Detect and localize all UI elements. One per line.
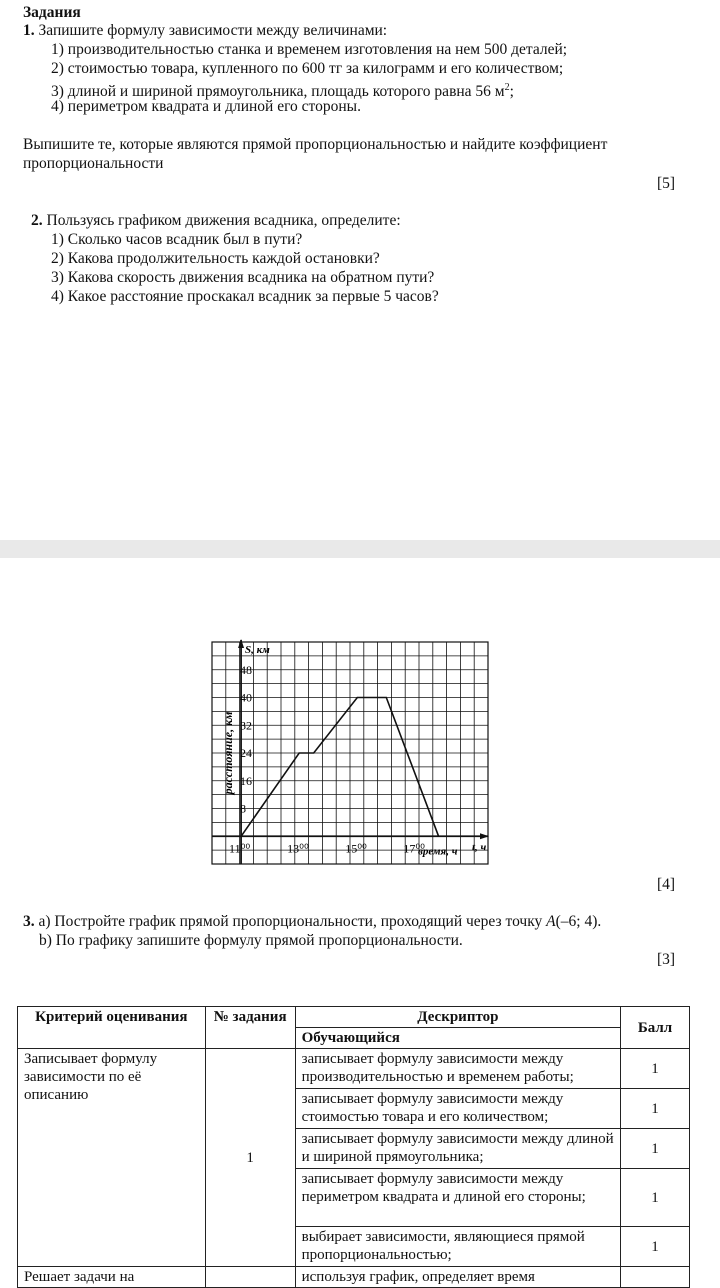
y-tick-label: 32	[240, 718, 253, 733]
points-1: 1	[621, 1049, 690, 1089]
descriptor-6: используя график, определяет время	[295, 1267, 620, 1288]
y-axis-arrow	[238, 639, 244, 648]
task2-item-1: 1) Сколько часов всадник был в пути?	[51, 231, 303, 248]
task3-line-a	[23, 913, 601, 931]
descriptor-2: записывает формулу зависимости между стоимостью товара и его количеством;	[295, 1089, 620, 1129]
x-axis-caption: t, ч	[472, 841, 487, 854]
rider-motion-chart	[0, 620, 720, 880]
task1-instruction-line1: Выпишите те, которые являются прямой пропорциональностью и найдите коэффициент	[23, 136, 608, 153]
table-row	[18, 1049, 690, 1089]
points-2: 1	[621, 1089, 690, 1129]
y-tick-label: 8	[240, 801, 247, 816]
criteria-table	[17, 1006, 690, 1288]
task1-item-4: 4) периметром квадрата и длиной его стороны.	[51, 98, 361, 115]
task1-number: 1.	[23, 22, 35, 39]
task3-line-a-pre: а) Постройте график прямой пропорциональности, проходящий через точку	[38, 913, 547, 930]
task1-intro-text: Запишите формулу зависимости между величинами:	[38, 22, 388, 39]
task2-intro	[31, 212, 401, 230]
x-tick-label: 15⁰⁰	[345, 841, 367, 856]
table-header-row	[18, 1007, 690, 1028]
task1-instruction-line2: пропорциональности	[23, 155, 164, 172]
heading: Задания	[23, 4, 81, 21]
y-tick-label: 24	[240, 746, 253, 760]
task3-score: [3]	[657, 951, 676, 968]
y-axis-label: расстояние, км	[221, 711, 235, 795]
task1-item-1: 1) производительностью станка и временем изготовления на нем 500 деталей;	[51, 41, 568, 58]
x-tick-label: 13⁰⁰	[287, 841, 309, 856]
header-criterion: Критерий оценивания	[18, 1007, 206, 1049]
page-separator	[0, 540, 720, 558]
y-tick-label: 40	[240, 690, 253, 705]
descriptor-4: записывает формулу зависимости между периметром квадрата и длиной его стороны;	[295, 1169, 620, 1227]
criterion-2: Решает задачи на	[18, 1267, 206, 1288]
header-task-no: № задания	[205, 1007, 295, 1049]
y-axis-caption: S, км	[245, 644, 270, 656]
descriptor-3: записывает формулу зависимости между длиной и шириной прямоугольника;	[295, 1129, 620, 1169]
descriptor-1: записывает формулу зависимости между производительностью и временем работы;	[295, 1049, 620, 1089]
task2-item-4: 4) Какое расстояние проскакал всадник за первые 5 часов?	[51, 288, 439, 305]
task3-number: 3.	[23, 913, 35, 930]
task2-score: [4]	[657, 876, 676, 893]
task2-item-2: 2) Какова продолжительность каждой остановки?	[51, 250, 380, 267]
criterion-1: Записывает формулу зависимости по её описанию	[18, 1049, 206, 1267]
points-4: 1	[621, 1169, 690, 1227]
task1-intro	[23, 22, 387, 40]
task1-item-3-text: 3) длиной и шириной прямоугольника, площадь которого равна 56 м	[51, 83, 505, 101]
header-descriptor: Дескриптор	[295, 1007, 620, 1028]
task2-item-3: 3) Какова скорость движения всадника на обратном пути?	[51, 269, 435, 286]
descriptor-5: выбирает зависимости, являющиеся прямой пропорциональностью;	[295, 1227, 620, 1267]
task1-score: [5]	[657, 175, 676, 192]
x-tick-label: 11⁰⁰	[229, 841, 251, 856]
task3-point-name: А	[546, 913, 556, 930]
points-5: 1	[621, 1227, 690, 1267]
header-points: Балл	[621, 1007, 690, 1049]
task1-item-3-sup: 2	[504, 82, 510, 93]
x-axis-label: время, ч	[418, 845, 458, 858]
points-3: 1	[621, 1129, 690, 1169]
chart-ticks	[229, 663, 425, 856]
task2-number: 2.	[31, 212, 43, 229]
task3-line-b: b) По графику запишите формулу прямой пропорциональности.	[39, 932, 463, 949]
task1-item-3-tail: ;	[509, 83, 514, 101]
chart-grid	[212, 642, 488, 864]
y-tick-label: 48	[240, 662, 253, 677]
task1-item-2: 2) стоимостью товара, купленного по 600 тг за килограмм и его количеством;	[51, 60, 564, 77]
table-row	[18, 1267, 690, 1288]
task3-line-a-post: (–6; 4).	[555, 913, 602, 930]
header-student: Обучающийся	[295, 1028, 620, 1049]
task2-intro-text: Пользуясь графиком движения всадника, определите:	[46, 212, 401, 229]
x-tick-label: 17⁰⁰	[403, 841, 425, 856]
task-number-1: 1	[205, 1049, 295, 1267]
y-tick-label: 16	[240, 773, 253, 788]
